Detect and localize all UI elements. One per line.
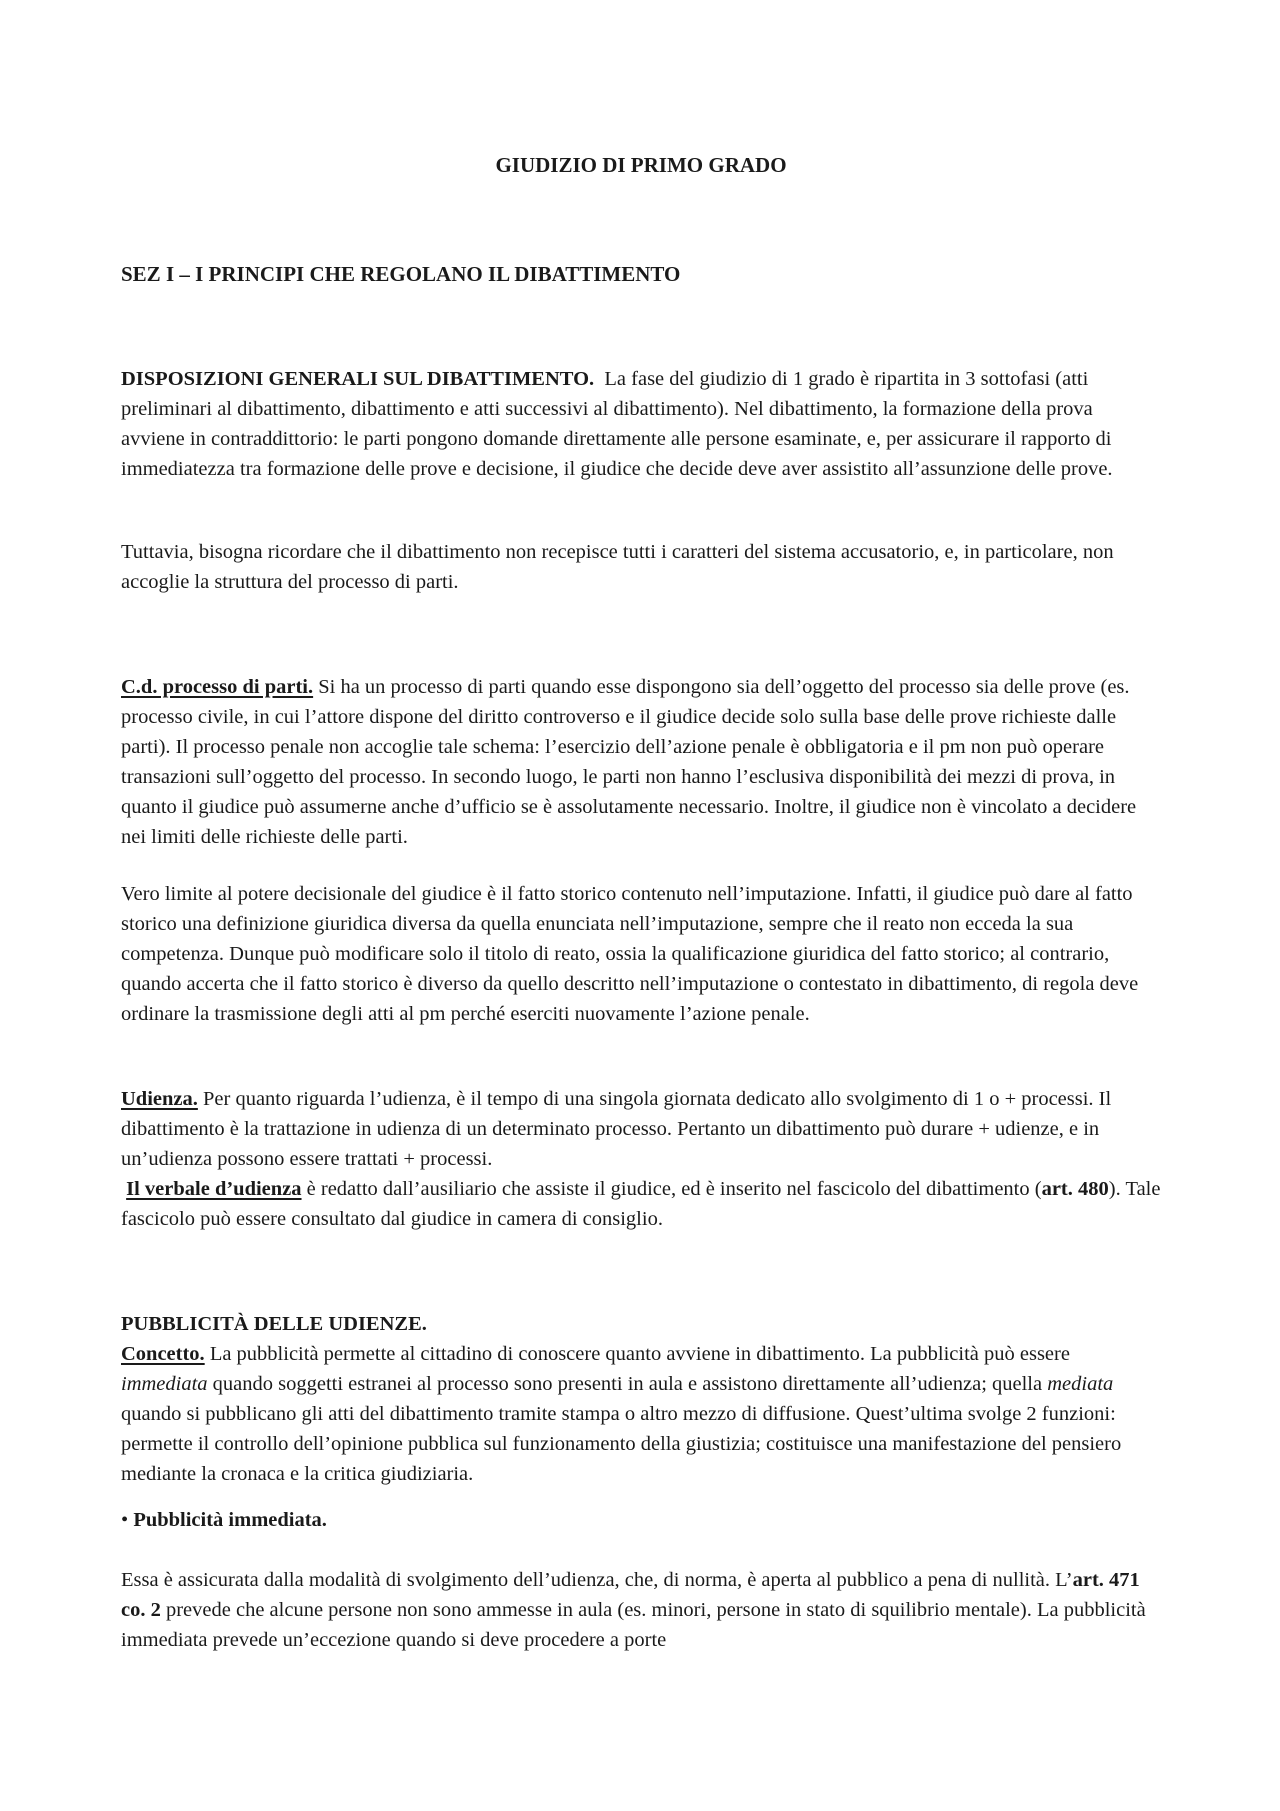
paragraph-heading: Concetto. bbox=[121, 1343, 205, 1365]
paragraph-text-2: quando soggetti estranei al processo sono presenti in aula e assistono direttamente all’udienza; quella bbox=[212, 1373, 1043, 1395]
section-heading: SEZ I – I PRINCIPI CHE REGOLANO IL DIBATTIMENTO bbox=[121, 262, 681, 286]
verbale-text: è redatto dall’ausiliario che assiste il giudice, ed è inserito nel fascicolo del dibattimento ( bbox=[306, 1178, 1042, 1200]
paragraph-heading: DISPOSIZIONI GENERALI SUL DIBATTIMENTO. bbox=[121, 368, 595, 390]
paragraph-vero-limite: Vero limite al potere decisionale del giudice è il fatto storico contenuto nell’imputazione. Infatti, il giudice può dare al fatto storico una definizione giuridica diversa da quella enunciata nell’imputazione, sempre che il reato non ecceda la sua competenza. Dunque può modificare solo il titolo di reato, ossia la qualificazione giuridica del fatto storico; al contrario, quando accerta che il fatto storico è diverso da quello descritto nell’imputazione o contestato in dibattimento, di regola deve ordinare la trasmissione degli atti al pm perché eserciti nuovamente l’azione penale. bbox=[121, 883, 1139, 1025]
document-page bbox=[121, 0, 1161, 1811]
paragraph-udienza bbox=[121, 1084, 1161, 1234]
paragraph-text-3: quando si pubblicano gli atti del dibattimento tramite stampa o altro mezzo di diffusione. Quest’ultima svolge 2 funzioni: permette il controllo dell’opinione pubblica sul funzionamento della giustizia; costituisce una manifestazione del pensiero mediante la cronaca e la critica giudiziaria. bbox=[121, 1403, 1122, 1485]
bullet-icon: • bbox=[121, 1509, 129, 1531]
article-ref: art. 471 co. 2 bbox=[121, 1569, 1140, 1621]
document-title: GIUDIZIO DI PRIMO GRADO bbox=[495, 153, 787, 177]
emphasis-mediata: mediata bbox=[1047, 1373, 1114, 1395]
paragraph-heading: Udienza. bbox=[121, 1088, 198, 1110]
paragraph-text-2: prevede che alcune persone non sono ammesse in aula (es. minori, persone in stato di squilibrio mentale). La pubblicità immediata prevede un’eccezione quando si deve procedere a porte bbox=[121, 1599, 1146, 1651]
paragraph-processo-parti bbox=[121, 672, 1161, 852]
bullet-heading-line bbox=[121, 1505, 1161, 1535]
verbale-text-end: ). Tale fascicolo può essere consultato dal giudice in camera di consiglio. bbox=[121, 1178, 1161, 1230]
paragraph-tuttavia: Tuttavia, bisogna ricordare che il dibattimento non recepisce tutti i caratteri del sistema accusatorio, e, in particolare, non accoglie la struttura del processo di parti. bbox=[121, 541, 1114, 593]
paragraph-disposizioni bbox=[121, 364, 1161, 484]
bullet-heading: Pubblicità immediata. bbox=[133, 1509, 327, 1531]
paragraph-pubblicita bbox=[121, 1309, 1161, 1489]
paragraph-heading: C.d. processo di parti. bbox=[121, 676, 314, 698]
paragraph-text: Per quanto riguarda l’udienza, è il tempo di una singola giornata dedicato allo svolgimento di 1 o + processi. Il dibattimento è la trattazione in udienza di un determinato processo. Pertanto un dibattimento può durare + udienze, e in un’udienza possono essere trattati + processi. bbox=[121, 1088, 1112, 1170]
paragraph-text: Essa è assicurata dalla modalità di svolgimento dell’udienza, che, di norma, è aperta al pubblico a pena di nullità. L’ bbox=[121, 1569, 1073, 1591]
section-subheading: PUBBLICITÀ DELLE UDIENZE. bbox=[121, 1313, 427, 1335]
verbale-heading: Il verbale d’udienza bbox=[126, 1178, 302, 1200]
paragraph-text: La pubblicità permette al cittadino di conoscere quanto avviene in dibattimento. La pubblicità può essere bbox=[209, 1343, 1070, 1365]
article-ref: art. 480 bbox=[1041, 1178, 1109, 1200]
emphasis-immediata: immediata bbox=[121, 1373, 208, 1395]
paragraph-essa bbox=[121, 1565, 1161, 1655]
paragraph-text: Si ha un processo di parti quando esse dispongono sia dell’oggetto del processo sia delle prove (es. processo civile, in cui l’attore dispone del diritto controverso e il giudice decide solo sulla base delle prove richieste dalle parti). Il processo penale non accoglie tale schema: l’esercizio dell’azione penale è obbligatoria e il pm non può operare transazioni sull’oggetto del processo. In secondo luogo, le parti non hanno l’esclusiva disponibilità dei mezzi di prova, in quanto il giudice può assumerne anche d’ufficio se è assolutamente necessario. Inoltre, il giudice non è vincolato a decidere nei limiti delle richieste delle parti. bbox=[121, 676, 1137, 848]
paragraph-text: La fase del giudizio di 1 grado è ripartita in 3 sottofasi (atti preliminari al dibattimento, dibattimento e atti successivi al dibattimento). Nel dibattimento, la formazione della prova avviene in contraddittorio: le parti pongono domande direttamente alle persone esaminate, e, per assicurare il rapporto di immediatezza tra formazione delle prove e decisione, il giudice che decide deve aver assistito all’assunzione delle prove. bbox=[121, 368, 1113, 480]
